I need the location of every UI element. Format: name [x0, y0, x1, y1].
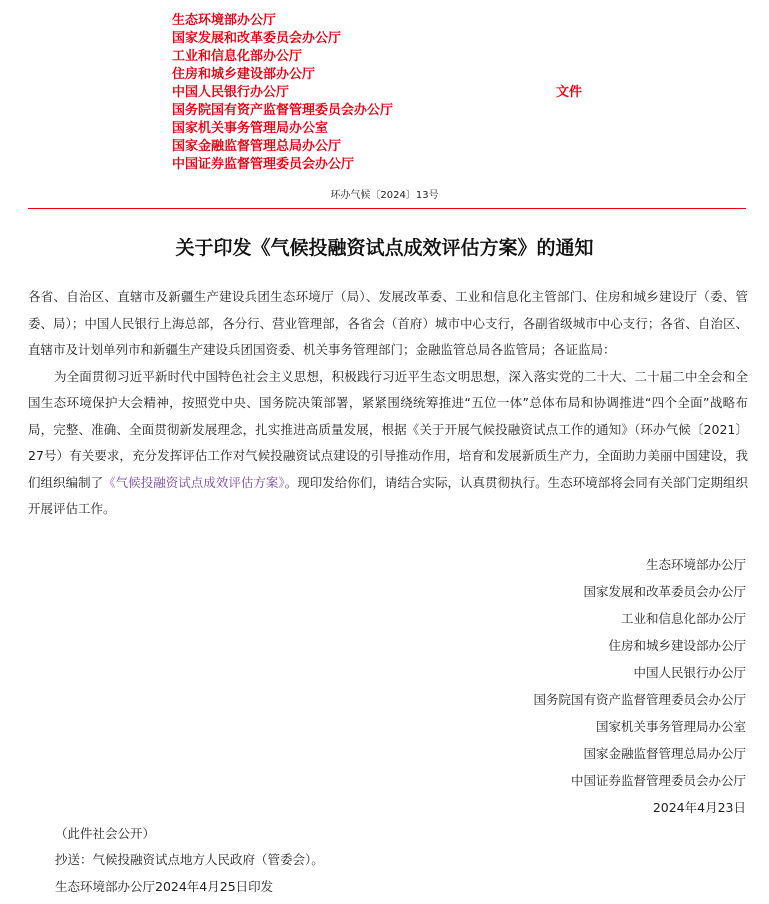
issuer: 中国人民银行办公厅 [172, 85, 290, 100]
signature: 中国人民银行办公厅 [633, 665, 746, 680]
issuer: 国家发展和改革委员会办公厅 [172, 31, 342, 46]
signature: 住房和城乡建设部办公厅 [608, 638, 746, 653]
signature: 国务院国有资产监督管理委员会办公厅 [533, 692, 746, 707]
issuer: 住房和城乡建设部办公厅 [172, 67, 316, 82]
signing-date: 2024年4月23日 [652, 800, 746, 815]
cc-line: 抄送：气候投融资试点地方人民政府（管委会）。 [55, 852, 324, 867]
paragraph-text: 为全面贯彻习近平新时代中国特色社会主义思想，积极践行习近平生态文明思想，深入落实党的二十大、二十届二中全会和全国生态环境保护大会精神，按照党中央、国务院决策部署，紧紧围绕统筹推进“五位一体”总体布局和协调推进“四个全面”战略布局，完整、准确、全面贯彻新发展理念，扎实推进高质量发展，根据《关于开展气候投融资试点工作的通知》（环办气候〔2021〕27号）有关要求，充分发挥评估工作对气候投融资试点建设的引导推动作用，培育和发展新质生产力，全面助力美丽中国建设，我们组织编制了 [28, 368, 748, 490]
main-paragraph [28, 364, 748, 523]
paragraph-text: 。现印发给你们，请结合实际，认真贯彻执行。生态环境部将会同有关部门定期组织开展评估工作。 [28, 474, 748, 516]
signature: 国家机关事务管理局办公室 [595, 719, 746, 734]
plan-link[interactable]: 《气候投融资试点成效评估方案》 [103, 474, 285, 490]
issuer-list [172, 12, 393, 174]
issuer: 国家金融监督管理总局办公厅 [172, 139, 342, 154]
signature: 中国证券监督管理委员会办公厅 [570, 773, 746, 788]
issuer: 国家机关事务管理局办公室 [172, 121, 329, 136]
signature: 国家发展和改革委员会办公厅 [583, 584, 746, 599]
issuer: 工业和信息化部办公厅 [172, 49, 303, 64]
document-title: 关于印发《气候投融资试点成效评估方案》的通知 [175, 237, 594, 259]
signature-block [533, 551, 746, 821]
printed-line: 生态环境部办公厅2024年4月25日印发 [55, 879, 274, 894]
document-body [28, 284, 748, 523]
issuer: 生态环境部办公厅 [172, 13, 277, 28]
doc-number: 环办气候〔2024〕13号 [330, 190, 439, 201]
public-note: （此件社会公开） [55, 826, 156, 841]
red-divider [28, 208, 746, 209]
addressees: 各省、自治区、直辖市及新疆生产建设兵团生态环境厅（局）、发展改革委、工业和信息化主管部门、住房和城乡建设厅（委、管委、局）；中国人民银行上海总部，各分行、营业管理部，各省会（首府）城市中心支行，各副省级城市中心支行；各省、自治区、直辖市及计划单列市和新疆生产建设兵团国资委、机关事务管理部门；金融监管总局各监管局；各证监局： [28, 289, 748, 357]
issuer: 国务院国有资产监督管理委员会办公厅 [172, 103, 394, 118]
doc-type: 文件 [556, 85, 583, 100]
issuer: 中国证券监督管理委员会办公厅 [172, 157, 355, 172]
signature: 国家金融监督管理总局办公厅 [583, 746, 746, 761]
signature: 生态环境部办公厅 [645, 557, 746, 572]
signature: 工业和信息化部办公厅 [620, 611, 746, 626]
